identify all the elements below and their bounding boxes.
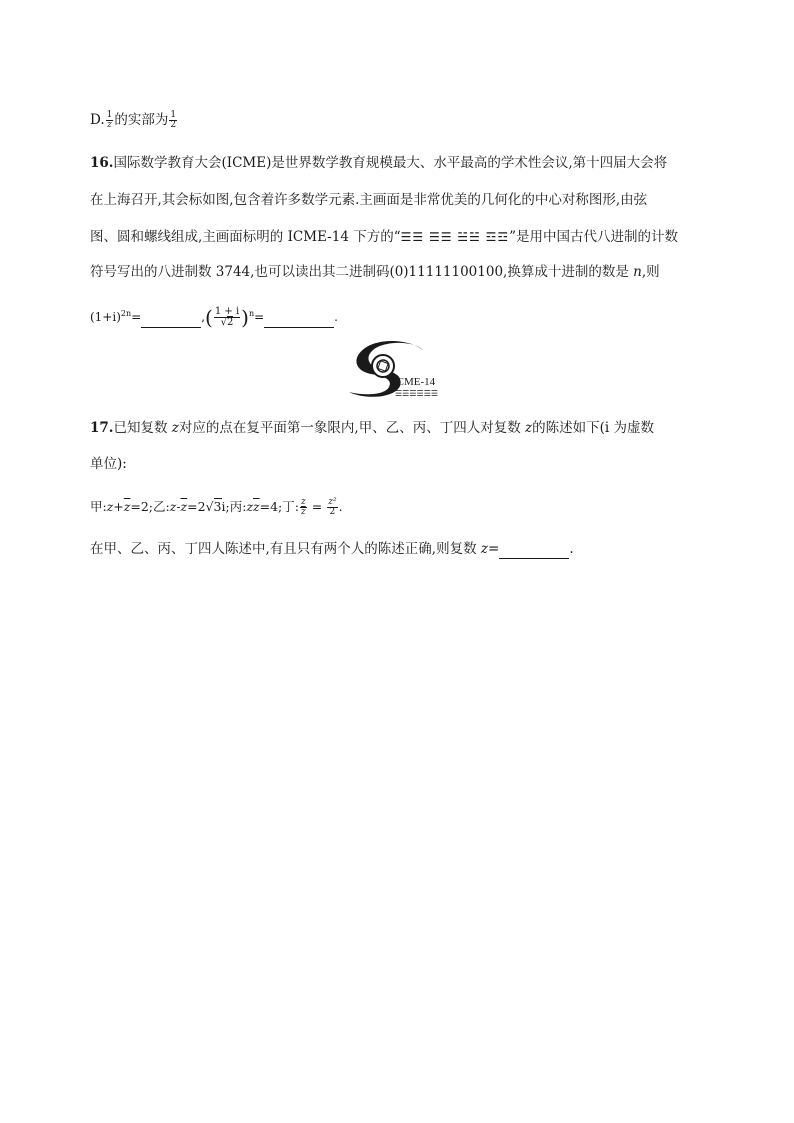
jia-expr: z+: [106, 499, 124, 514]
frac-numerator: 1: [170, 110, 177, 120]
q17-line-2: [90, 454, 127, 474]
q17-text-1a: 已知复数: [113, 420, 172, 436]
q16-text-1: 国际数学教育大会(ICME)是世界数学教育规模最大、水平最高的学术性会议,第十四届大会将: [113, 155, 668, 171]
sqrt-radicand: 2: [226, 317, 234, 328]
frac-numerator: z²: [328, 497, 337, 507]
logo-octal-symbols: ☰☰☰☰☰☰: [395, 389, 439, 398]
q16-text-2: 在上海召开,其会标如图,包含着许多数学元素.主画面是非常优美的几何化的中心对称图形,由弦: [90, 192, 648, 208]
option-d-label: D.: [90, 112, 105, 128]
expr-2-equals: =: [254, 310, 265, 324]
option-d-fraction-2: [169, 111, 177, 130]
logo-circle: [372, 355, 394, 377]
frac-denominator: z: [107, 120, 112, 130]
bing-expr-end: =4;: [259, 499, 283, 514]
yi-expr-end: i;: [221, 499, 230, 514]
expr-1: (1+i): [90, 310, 121, 324]
q17-number: 17.: [90, 420, 114, 436]
q17-equals: =: [488, 541, 500, 557]
q16-text-3b: ”是用中国古代八进制的计数: [509, 229, 679, 245]
period: .: [569, 541, 574, 557]
q16-line-2: [90, 190, 647, 210]
q16-number: 16.: [90, 155, 114, 171]
option-d: [90, 110, 178, 130]
option-d-fraction: [106, 111, 114, 130]
frac-numerator: z: [300, 497, 306, 507]
expr-1-exponent: 2n: [120, 309, 132, 318]
statement-bing-label: 丙:: [229, 499, 247, 514]
bing-conjugate: $\overline{z}$: [253, 499, 260, 514]
ding-equals: =: [311, 499, 323, 514]
ding-fraction-1: [300, 498, 307, 517]
q16-line-1: [90, 153, 667, 173]
q16-text-4b: ,则: [641, 264, 660, 280]
expr-2-exponent: n: [248, 309, 255, 318]
icme-logo: [345, 340, 455, 402]
q17-statements: [90, 497, 343, 517]
left-paren: (: [205, 305, 213, 330]
answer-blank-z[interactable]: [499, 544, 569, 559]
statement-jia-label: 甲:: [90, 499, 107, 514]
statement-yi-label: 乙:: [153, 499, 170, 514]
jia-conjugate: $\overline{z}$: [123, 499, 131, 514]
q17-line-4: [90, 539, 574, 559]
q17-text-4a: 在甲、乙、丙、丁四人陈述中,有且只有两个人的陈述正确,则复数: [90, 541, 481, 557]
answer-blank-2[interactable]: [264, 313, 334, 328]
expr-2-fraction: [214, 307, 240, 328]
var-z: z: [525, 420, 533, 436]
q17-text-1c: 的陈述如下(i 为虚数: [532, 420, 655, 436]
sqrt-radicand: 3: [213, 499, 222, 514]
right-paren: ): [241, 305, 249, 330]
frac-numerator: 1 + i: [214, 306, 240, 317]
jia-expr-end: =2;: [130, 499, 154, 514]
frac-denominator: z: [300, 507, 306, 517]
var-z: z: [171, 420, 179, 436]
ding-end: .: [338, 499, 343, 514]
answer-blank-1[interactable]: [141, 313, 201, 328]
logo-text: ICME-14: [393, 376, 436, 388]
expr-1-equals: =: [131, 310, 142, 324]
q16-line-3: [90, 227, 678, 247]
q17-text-1b: 对应的点在复平面第一象限内,甲、乙、丙、丁四人对复数: [178, 420, 526, 436]
q17-text-2: 单位):: [90, 456, 127, 472]
octal-symbols: ☰☰ ☰☰ ☱☱ ☲☲: [400, 230, 510, 244]
q16-text-3a: 图、圆和螺线组成,主画面标明的 ICME-14 下方的“: [90, 229, 401, 245]
comma: ,: [201, 310, 206, 324]
period: .: [334, 310, 338, 324]
frac-denominator: √2: [220, 317, 234, 328]
frac-denominator: 2: [170, 120, 177, 130]
frac-numerator: 1: [106, 110, 113, 120]
var-n: n: [633, 264, 642, 280]
var-z: z: [480, 541, 488, 557]
ding-fraction-2: [327, 498, 337, 517]
statement-ding-label: 丁:: [282, 499, 299, 514]
q16-text-4a: 符号写出的八进制数 3744,也可以读出其二进制码(0)11111100100,换算成十进制的数是: [90, 264, 634, 280]
option-d-text: 的实部为: [114, 112, 169, 128]
q17-line-1: [90, 418, 654, 438]
yi-expr: z-: [169, 499, 181, 514]
q16-answer-line: [90, 304, 338, 328]
yi-expr-mid: =2: [187, 499, 206, 514]
sqrt-sign: √: [205, 499, 214, 514]
bing-expr: z: [246, 499, 254, 514]
q16-line-4: [90, 262, 660, 282]
yi-conjugate: $\overline{z}$: [180, 499, 188, 514]
frac-denominator: 2: [329, 507, 336, 517]
